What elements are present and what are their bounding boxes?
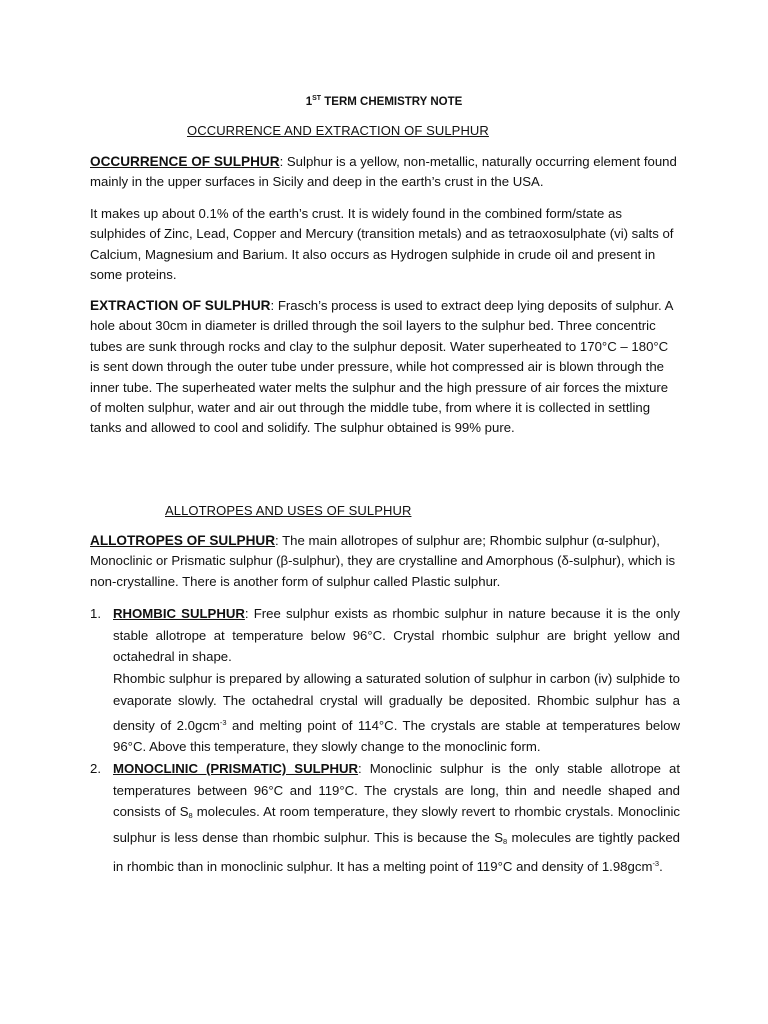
occurrence-text: : Sulphur is a yellow, non-metallic, naturally occurring element found mainly in the upper surfaces in Sicily and deep in the earth’s crust in the USA.: [90, 154, 677, 190]
allotropes-paragraph: [90, 531, 680, 592]
list-item-monoclinic: [90, 758, 680, 878]
allotropes-text: : The main allotropes of sulphur are; Rhombic sulphur (α-sulphur), Monoclinic or Prismatic sulphur (β-sulphur), they are crystalline and Amorphous (δ-sulphur), which is non-crystalline. There is another form of sulphur called Plastic sulphur.: [90, 533, 676, 589]
list-item-rhombic: [90, 603, 680, 758]
rhombic-text-2a: Rhombic sulphur is prepared by allowing a saturated solution of sulphur in carbon (iv) sulphide to evaporate slowly. The octahedral crystal will gradually be deposited. Rhombic sulphur has a density of 2.0gcm: [113, 671, 680, 733]
title-text: TERM CHEMISTRY NOTE: [321, 96, 463, 108]
monoclinic-lead: MONOCLINIC (PRISMATIC) SULPHUR: [113, 760, 359, 776]
rhombic-paragraph-2: [113, 668, 680, 758]
monoclinic-text-a: : Monoclinic sulphur is the only stable allotrope at temperatures between 96°C and 119°C. The crystals are long, thin and needle shaped and consists of S: [113, 760, 680, 820]
extraction-paragraph: [90, 296, 680, 439]
extraction-text: : Frasch’s process is used to extract deep lying deposits of sulphur. A hole about 30cm in diameter is drilled through the soil layers to the sulphur bed. Three concentric tubes are sunk through rocks and clay to the sulphur deposit. Water superheated to 170°C – 180°C is sent down through the outer tube under pressure, while hot compressed air is blown through the inner tube. The superheated water melts the sulphur and the high pressure of air forces the mixture of molten sulphur, water and air out through the middle tube, from where it is collected in settling tanks and allowed to cool and solidify. The sulphur obtained is 99% pure.: [90, 298, 673, 436]
makeup-paragraph: It makes up about 0.1% of the earth’s crust. It is widely found in the combined form/state as sulphides of Zinc, Lead, Copper and Mercury (transition metals) and as tetraoxosulphate (vi) salts of Calcium, Magnesium and Barium. It also occurs as Hydrogen sulphide in crude oil and present in some proteins.: [90, 206, 674, 283]
rhombic-paragraph-1: [113, 603, 680, 668]
monoclinic-text-d: .: [659, 858, 663, 874]
rhombic-text: : Free sulphur exists as rhombic sulphur in nature because it is the only stable allotrope at temperature below 96°C. Crystal rhombic sulphur are bright yellow and octahedral in shape.: [113, 606, 680, 665]
allotropes-lead: ALLOTROPES OF SULPHUR: [90, 533, 276, 548]
extraction-lead: EXTRACTION OF SULPHUR: [90, 298, 271, 313]
list-number: 1.: [90, 606, 101, 621]
title-number: 1: [305, 96, 313, 108]
document-title: [0, 95, 768, 108]
section-heading-allotropes-uses: ALLOTROPES AND USES OF SULPHUR: [165, 503, 412, 518]
subscript: 8: [188, 811, 193, 821]
rhombic-text-2b: and melting point of 114°C. The crystals are stable at temperatures below 96°C. Above this temperature, they slowly change to the monoclinic form.: [113, 717, 680, 755]
monoclinic-paragraph: [113, 758, 680, 878]
list-number: 2.: [90, 760, 101, 776]
section-heading-occurrence-extraction: OCCURRENCE AND EXTRACTION OF SULPHUR: [187, 123, 489, 138]
occurrence-lead: OCCURRENCE OF SULPHUR: [90, 154, 280, 169]
monoclinic-text-c: molecules are tightly packed in rhombic than in monoclinic sulphur. It has a melting point of 119°C and density of 1.98gcm: [113, 830, 681, 874]
monoclinic-text-b: molecules. At room temperature, they slowly revert to rhombic crystals. Monoclinic sulphur is less dense than rhombic sulphur. This is because the S: [113, 804, 680, 846]
title-superscript: ST: [312, 95, 322, 102]
occurrence-paragraph: [90, 152, 680, 193]
rhombic-lead: RHOMBIC SULPHUR: [113, 606, 245, 621]
subscript: 8: [503, 837, 508, 847]
allotropes-list: [90, 603, 680, 877]
superscript: -3: [652, 858, 660, 868]
superscript: -3: [219, 717, 227, 727]
